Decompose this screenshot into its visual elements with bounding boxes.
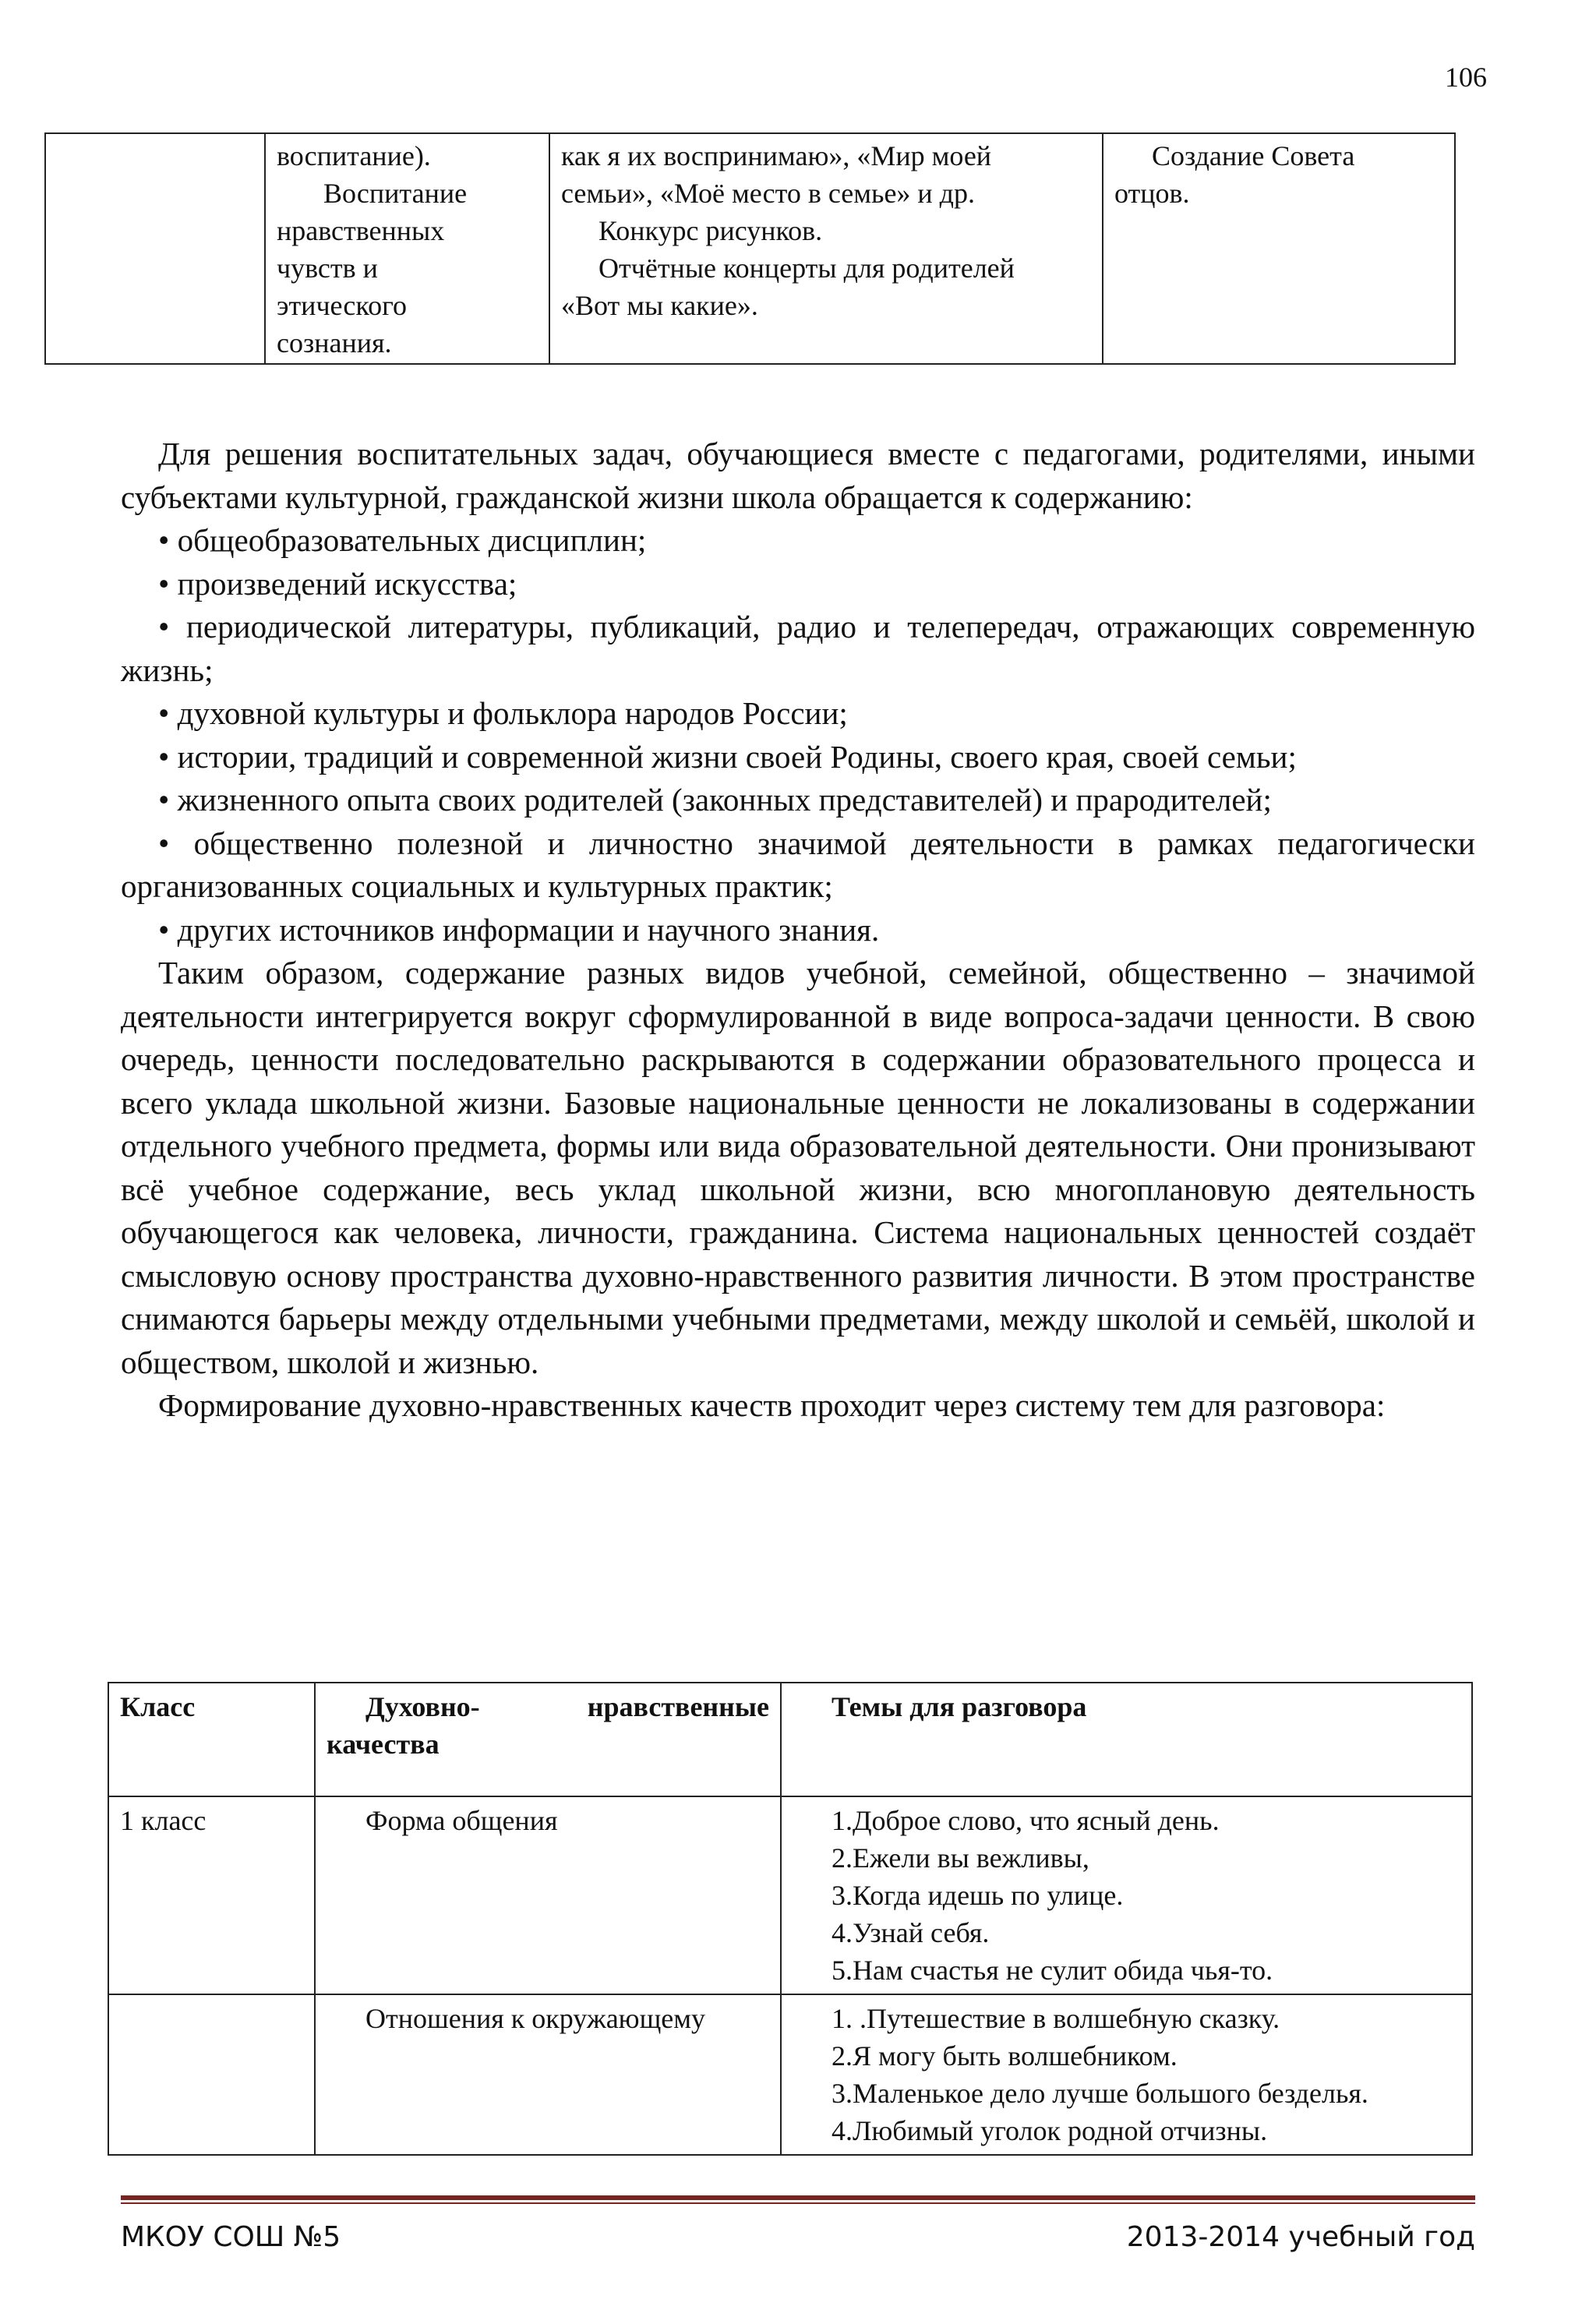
cell-line: как я их воспринимаю», «Мир моей <box>561 140 992 171</box>
cell-line: сознания. <box>277 327 392 358</box>
cell-class: 1 класс <box>108 1796 315 1994</box>
table-row <box>108 1994 1472 2155</box>
topic-item: 5.Нам счастья не сулит обида чья-то. <box>832 1955 1273 1986</box>
list-item: • других источников информации и научного знания. <box>158 911 880 948</box>
header-class: Класс <box>108 1683 315 1796</box>
topic-item: 4.Любимый уголок родной отчизны. <box>832 2115 1268 2146</box>
cell-quality: Форма общения <box>315 1796 781 1994</box>
footer-year: 2013-2014 учебный год <box>1126 2221 1475 2253</box>
cell-quality: Отношения к окружающему <box>315 1994 781 2155</box>
list-item: • истории, традиций и современной жизни своей Родины, своего края, своей семьи; <box>158 738 1297 775</box>
cell-line: чувств и <box>277 253 378 284</box>
values-paragraph: Таким образом, содержание разных видов учебной, семейной, общественно – значимой деятельности интегрируется вокруг сформулированной в виде вопроса-задачи ценности. В свою очередь, ценности последовательно раскрываются в содержании образовательного процесса и всего уклада школьной жизни. Базовые национальные ценности не локализованы в содержании отдельного учебного предмета, формы или вида образовательной деятельности. Они пронизывают всё учебное содержание, весь уклад школьной жизни, всю многоплановую деятельность обучающегося как человека, личности, гражданина. Система национальных ценностей создаёт смысловую основу пространства духовно-нравственного развития личности. В этом пространстве снимаются барьеры между отдельными учебными предметами, между школой и семьёй, школой и обществом, школой и жизнью. <box>121 955 1475 1380</box>
topic-item: 3.Маленькое дело лучше большого безделья. <box>832 2078 1368 2109</box>
cell-line: Воспитание <box>323 178 468 209</box>
header-quality-part: нравственные <box>587 1691 769 1722</box>
list-item: • общественно полезной и личностно значимой деятельности в рамках педагогически организованных социальных и культурных практик; <box>121 825 1475 904</box>
body-text <box>121 433 1475 1428</box>
cell-line: отцов. <box>1114 178 1190 209</box>
cell-class <box>108 1994 315 2155</box>
topic-item: 4.Узнай себя. <box>832 1917 990 1948</box>
table-cell-parents <box>1103 133 1455 364</box>
header-quality-part: Духовно- <box>365 1691 480 1722</box>
footer-divider <box>121 2195 1475 2200</box>
list-item: • жизненного опыта своих родителей (законных представителей) и прародителей; <box>158 782 1272 818</box>
footer-divider-thin <box>121 2202 1475 2204</box>
list-item: • общеобразовательных дисциплин; <box>158 522 647 558</box>
cell-line: Конкурс рисунков. <box>598 215 823 246</box>
cell-line: этического <box>277 290 407 321</box>
cell-line: нравственных <box>277 215 445 246</box>
topics-intro-paragraph: Формирование духовно-нравственных качеств проходит через систему тем для разговора: <box>158 1387 1386 1423</box>
cell-line: воспитание). <box>277 140 431 171</box>
table-row <box>45 133 1455 364</box>
cell-line: «Вот мы какие». <box>561 290 758 321</box>
topics-table <box>108 1682 1473 2156</box>
header-quality <box>315 1683 781 1796</box>
footer <box>121 2221 1475 2253</box>
table-row <box>108 1796 1472 1994</box>
list-item: • произведений искусства; <box>158 565 517 602</box>
cell-line: Создание Совета <box>1152 140 1355 171</box>
topic-item: 3.Когда идешь по улице. <box>832 1880 1124 1911</box>
table-cell-activities <box>549 133 1103 364</box>
cell-line: семьи», «Моё место в семье» и др. <box>561 178 975 209</box>
footer-school: МКОУ СОШ №5 <box>121 2221 341 2253</box>
cell-topics <box>781 1994 1472 2155</box>
header-quality-part: качества <box>327 1729 440 1760</box>
topic-item: 1.Доброе слово, что ясный день. <box>832 1805 1220 1836</box>
list-item: • духовной культуры и фольклора народов России; <box>158 695 848 731</box>
table-cell-empty <box>45 133 265 364</box>
cell-topics <box>781 1796 1472 1994</box>
topic-item: 1. .Путешествие в волшебную сказку. <box>832 2003 1280 2034</box>
table-cell-goals <box>265 133 549 364</box>
continuation-table <box>44 132 1456 365</box>
page-number: 106 <box>1445 62 1487 93</box>
header-topics: Темы для разговора <box>781 1683 1472 1796</box>
list-item: • периодической литературы, публикаций, радио и телепередач, отражающих современную жизнь; <box>121 609 1475 688</box>
cell-line: Отчётные концерты для родителей <box>598 253 1015 284</box>
table-header-row <box>108 1683 1472 1796</box>
topic-item: 2.Я могу быть волшебником. <box>832 2040 1178 2071</box>
topic-item: 2.Ежели вы вежливы, <box>832 1842 1089 1874</box>
intro-paragraph: Для решения воспитательных задач, обучающиеся вместе с педагогами, родителями, иными субъектами культурной, гражданской жизни школа обращается к содержанию: <box>121 436 1475 515</box>
